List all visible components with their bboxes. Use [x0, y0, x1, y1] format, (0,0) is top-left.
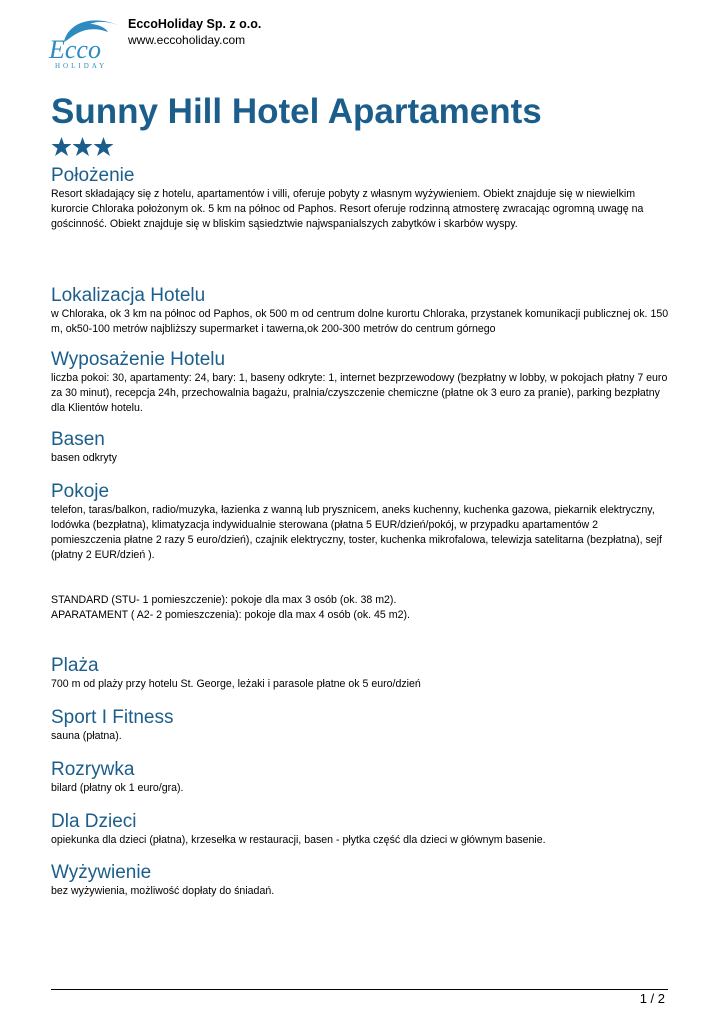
company-name: EccoHoliday Sp. z o.o.	[128, 17, 262, 31]
star-icon	[51, 137, 72, 157]
section-text: opiekunka dla dzieci (płatna), krzesełka w restauracji, basen - płytka część dla dzieci w głównym basenie.	[51, 834, 546, 846]
section-wyzywienie	[51, 862, 671, 899]
section-heading: Wyposażenie Hotelu	[51, 349, 226, 370]
section-heading: Wyżywienie	[51, 862, 152, 883]
section-pokoje	[51, 481, 671, 623]
ecco-holiday-logo	[46, 12, 124, 70]
section-plaza	[51, 655, 671, 692]
star-rating	[51, 137, 114, 159]
svg-text:Ecco: Ecco	[49, 35, 101, 64]
section-text: sauna (płatna).	[51, 730, 122, 742]
svg-text:HOLIDAY: HOLIDAY	[55, 62, 108, 70]
section-text: basen odkryty	[51, 452, 117, 464]
section-lokalizacja	[51, 285, 671, 337]
room-type-standard: STANDARD (STU- 1 pomieszczenie): pokoje dla max 3 osób (ok. 38 m2).	[51, 594, 397, 606]
section-text: w Chloraka, ok 3 km na północ od Paphos, ok 500 m od centrum dolne kurortu Chloraka, przystanek komunikacji publicznej ok. 150 m, ok50-100 metrów najbliższy supermarket i tawerna,ok 200-300 metrów do centrum górnego	[51, 308, 669, 335]
section-polozenie	[51, 165, 671, 232]
company-info	[128, 16, 261, 48]
section-text: 700 m od plaży przy hotelu St. George, leżaki i parasole płatne ok 5 euro/dzień	[51, 678, 421, 690]
section-heading: Pokoje	[51, 481, 110, 502]
section-heading: Plaża	[51, 655, 99, 676]
dolphin-logo-icon	[46, 12, 124, 70]
section-text: telefon, taras/balkon, radio/muzyka, łazienka z wanną lub prysznicem, aneks kuchenny, kuchenka gazowa, piekarnik elektryczny, lodówka (bezpłatna), klimatyzacja indywidualnie sterowana (płatna 5 EUR/dzień/pokój, w przypadku apartamentów 2 pomieszczenia płatne 2 razy 5 euro/dzień), czajnik elektryczny, toster, kuchenka mikrofalowa, telewizja satelitarna (bezpłatna), sejf (płatny 2 EUR/dzień ).	[51, 504, 662, 561]
page-number: 1 / 2	[639, 991, 665, 1006]
company-url[interactable]: www.eccoholiday.com	[128, 33, 246, 47]
star-icon	[72, 137, 93, 157]
section-heading: Dla Dzieci	[51, 811, 137, 832]
footer-divider	[51, 989, 668, 990]
section-heading: Sport I Fitness	[51, 707, 174, 728]
section-text: liczba pokoi: 30, apartamenty: 24, bary: 1, baseny odkryte: 1, internet bezprzewodowy (bezpłatny w lobby, w pokojach płatny 7 euro za 30 minut), recepcja 24h, przechowalnia bagażu, pralnia/czyszczenie chemiczne (płatne ok 3 euro za pranie), parking bezpłatny dla Klientów hotelu.	[51, 372, 668, 414]
section-basen	[51, 429, 671, 466]
room-type-apartament: APARATAMENT ( A2- 2 pomieszczenia): pokoje dla max 4 osób (ok. 45 m2).	[51, 609, 410, 621]
section-wyposazenie	[51, 349, 671, 416]
section-dzieci	[51, 811, 671, 848]
page-title: Sunny Hill Hotel Apartaments	[51, 92, 542, 131]
section-text: bez wyżywienia, możliwość dopłaty do śniadań.	[51, 885, 275, 897]
star-icon	[93, 137, 114, 157]
section-heading: Położenie	[51, 165, 135, 186]
section-heading: Lokalizacja Hotelu	[51, 285, 206, 306]
section-heading: Rozrywka	[51, 759, 135, 780]
section-sport	[51, 707, 671, 744]
section-text: bilard (płatny ok 1 euro/gra).	[51, 782, 184, 794]
section-heading: Basen	[51, 429, 105, 450]
section-rozrywka	[51, 759, 671, 796]
section-text: Resort składający się z hotelu, apartamentów i villi, oferuje pobyty z własnym wyżywieniem. Obiekt znajduje się w niewielkim kurorcie Chloraka położonym ok. 5 km na północ od Paphos. Resort oferuje rodzinną atmosterę zwracając ogromną uwagę na gościnność. Obiekt znajduje się w bliskim sąsiedztwie najwspanialszych zabytków i skarbów wyspy.	[51, 188, 644, 230]
